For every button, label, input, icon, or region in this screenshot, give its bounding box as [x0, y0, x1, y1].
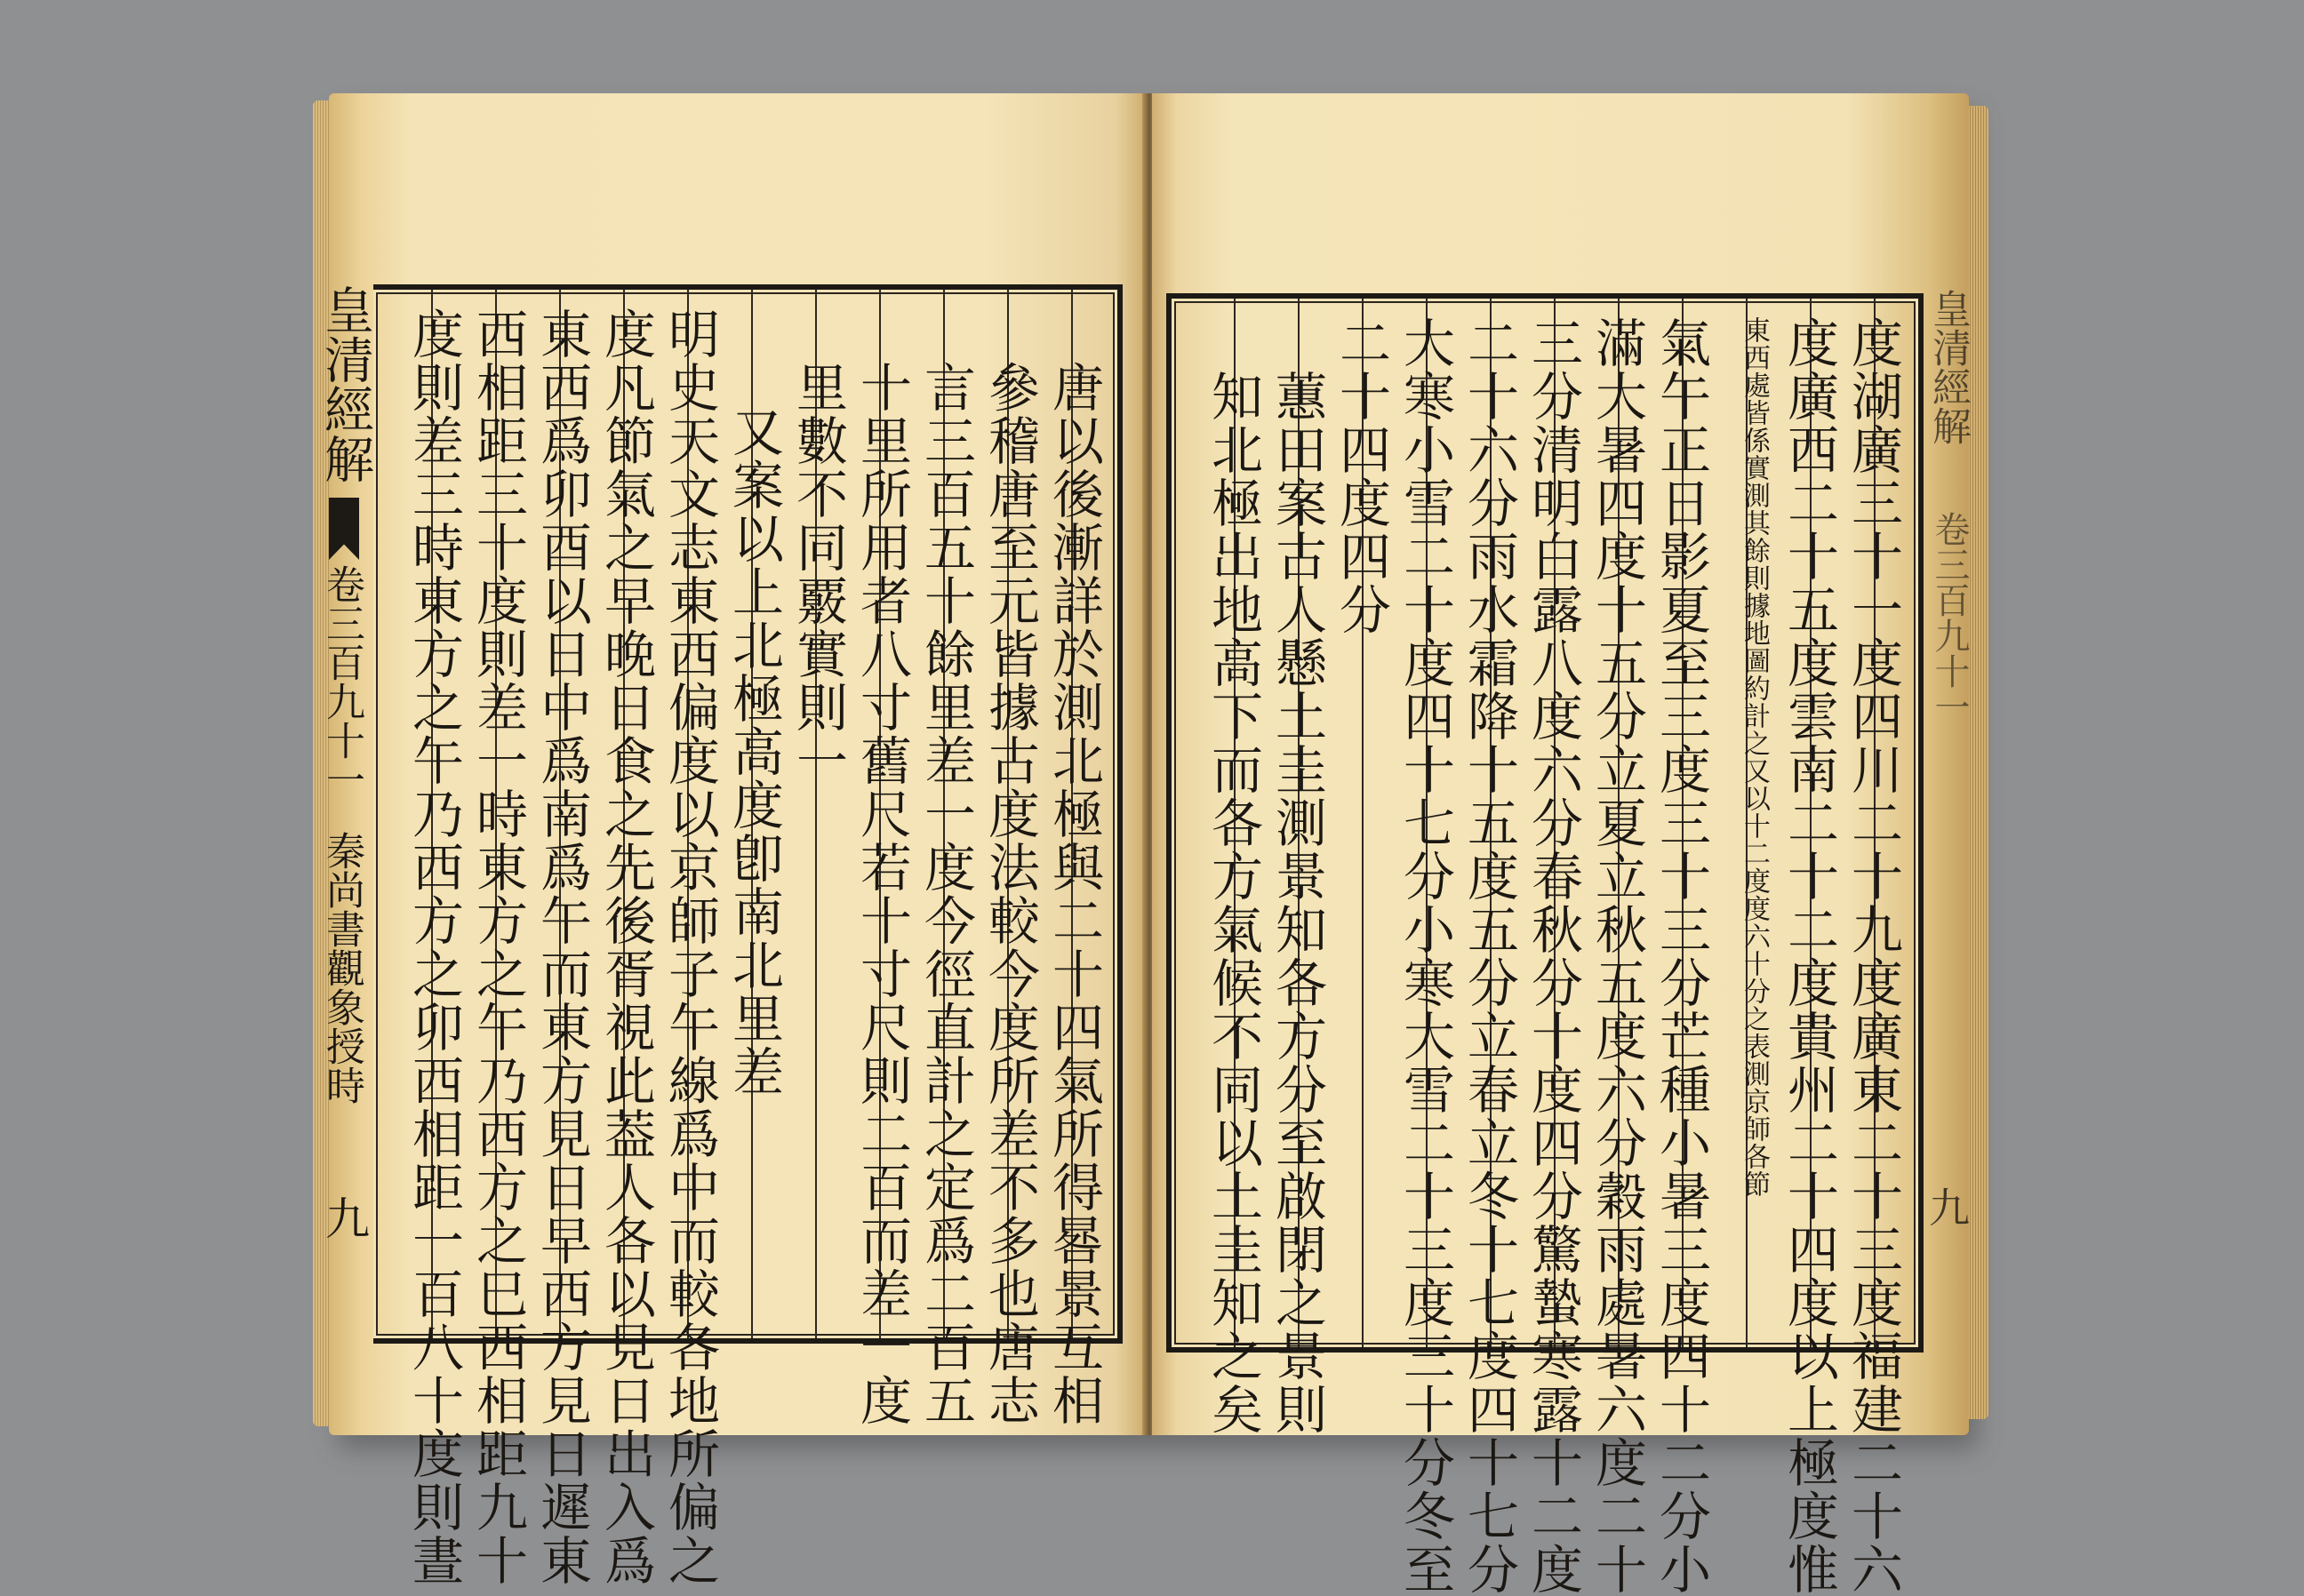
- text-column: 言三百五十餘里差一度今徑直計之定爲二百五: [916, 361, 976, 1427]
- text-column: 氣午正日影夏至三度三十三分芒種小暑三度四十二分小: [1651, 316, 1711, 1596]
- text-column: 知北極出地高下而各方氣候不同以土圭知之矣: [1203, 370, 1263, 1436]
- text-column: 又案以上北極高度卽南北里差: [724, 405, 784, 1098]
- text-column: 參稽唐至元皆據古度法較今度所差不多也唐志: [980, 361, 1040, 1427]
- text-column-double: 東西處皆係實測其餘則據地圖約計之又以十二度度六十分之表測京師各節: [1739, 316, 1770, 1198]
- text-column: 東西爲卯酉以日中爲南爲午而東方見日早西方見日遲東: [532, 307, 592, 1587]
- left-page: [316, 93, 1148, 1587]
- text-column: 度凡節氣之早晚日食之先後胥視此葢人各以見日出入爲: [596, 307, 656, 1587]
- margin-title: 皇清經解: [1925, 289, 1971, 445]
- text-column: 三分清明白露八度六分春秋分十度四分驚蟄寒露十二度: [1523, 316, 1583, 1596]
- text-column: 度湖廣三十一度四川二十九度廣東二十三度福建二十六: [1843, 316, 1903, 1596]
- text-column: 滿大暑四度十五分立夏立秋五度六分穀雨處暑六度二十: [1587, 316, 1647, 1596]
- text-column: 西相距三十度則差一時東方之午乃西方之巳西相距九十: [468, 307, 528, 1587]
- left-text-frame: [373, 284, 1123, 1587]
- margin-folio: 九: [318, 1195, 370, 1240]
- text-column: 明史天文志東西偏度以京師子午線爲中而較各地所偏之: [660, 307, 720, 1587]
- text-column: 二十四度四分: [1331, 316, 1391, 636]
- margin-section: 秦尚書觀象授時: [319, 831, 364, 1105]
- text-column: 里數不同覈實則一: [788, 361, 848, 787]
- text-column: 蕙田案古人懸土圭測景知各方分至啟閉之景則: [1267, 370, 1327, 1436]
- text-column: 二十六分雨水霜降十五度五分立春立冬十七度四十七分: [1459, 316, 1519, 1596]
- text-column: 唐以後漸詳於測北極與二十四氣所得晷景互相: [1044, 361, 1104, 1427]
- margin-folio: 九: [1923, 1186, 1971, 1227]
- right-page: [1152, 93, 1971, 1596]
- open-book: [316, 93, 1971, 1596]
- text-column: 大寒小雪二十度四十七分小寒大雪二十三度三十分冬至: [1395, 316, 1455, 1596]
- right-text-frame: [1166, 293, 1924, 1596]
- margin-volume: 卷三百九十一: [1929, 511, 1970, 724]
- text-column: 十里所用者八寸舊尺若十寸尺則二百而差一度: [852, 361, 912, 1427]
- text-column: 度廣西二十五度雲南二十二度貴州二十四度以上極度惟: [1779, 316, 1839, 1596]
- margin-volume: 卷三百九十一: [319, 564, 364, 799]
- fish-tail-mark: [329, 498, 359, 560]
- text-column: 度則差三時東方之午乃西方之卯西相距一百八十度則晝: [404, 307, 464, 1587]
- margin-title: 皇清經解: [316, 284, 374, 483]
